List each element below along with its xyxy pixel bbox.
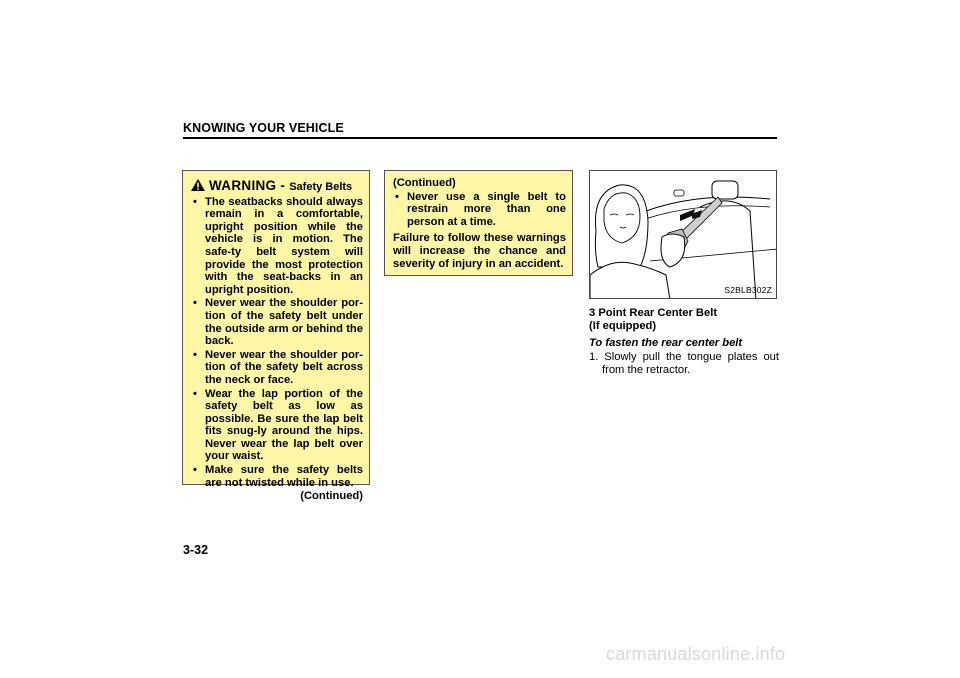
- continued-bullet: • Never use a single belt to restrain more than one person at a time.: [393, 191, 566, 229]
- section-heading-qualifier: (If equipped): [589, 319, 657, 332]
- warning-bullet: • The seatbacks should always remain in a comfortable, upright position while the vehicle is in motion. The safe-ty belt system will provide the most protection with the seat-backs in an upright position.: [191, 196, 363, 297]
- continued-bullet-list: [393, 191, 566, 229]
- header-title: KNOWING YOUR VEHICLE: [183, 121, 344, 135]
- warning-heading: [191, 178, 363, 194]
- warning-triangle-icon: [191, 179, 205, 191]
- warning-bullet: • Never wear the shoulder por-tion of the safety belt under the outside arm or behind the back.: [191, 297, 363, 347]
- instruction-step: 1. Slowly pull the tongue plates out from the retractor.: [589, 351, 779, 377]
- section-rear-center-belt: [589, 307, 779, 377]
- warning-box-safety-belts: [182, 170, 370, 503]
- continued-label: (Continued): [393, 177, 456, 189]
- warning-bullet: • Never wear the shoulder por-tion of the safety belt across the neck or face.: [191, 349, 363, 387]
- figure-caption: S2BLB302Z: [724, 285, 772, 295]
- warning-bullet: • Make sure the safety belts are not twisted while in use.: [191, 464, 363, 489]
- section-heading: 3 Point Rear Center Belt: [589, 307, 718, 319]
- watermark-text: carmanualsonline.info: [606, 644, 786, 664]
- belt-illustration-drawing: [590, 171, 777, 299]
- header-rule: [183, 137, 777, 139]
- warning-bullet: • Wear the lap portion of the safety belt as low as possible. Be sure the lap belt fits snug-ly around the hips. Never wear the lap belt over your waist.: [191, 388, 363, 464]
- warning-label: WARNING -: [209, 178, 286, 193]
- warning-bullet-list: [191, 196, 363, 490]
- section-subheading: To fasten the rear center belt: [589, 336, 743, 349]
- warning-subject: Safety Belts: [289, 181, 353, 193]
- rear-center-belt-illustration: [589, 170, 777, 299]
- warning-box-continued: [384, 170, 573, 276]
- page-number: 3-32: [183, 543, 209, 557]
- continued-label: (Continued): [300, 490, 363, 503]
- warning-paragraph: Failure to follow these warnings will increase the chance and severity of injury in an accident.: [393, 232, 566, 270]
